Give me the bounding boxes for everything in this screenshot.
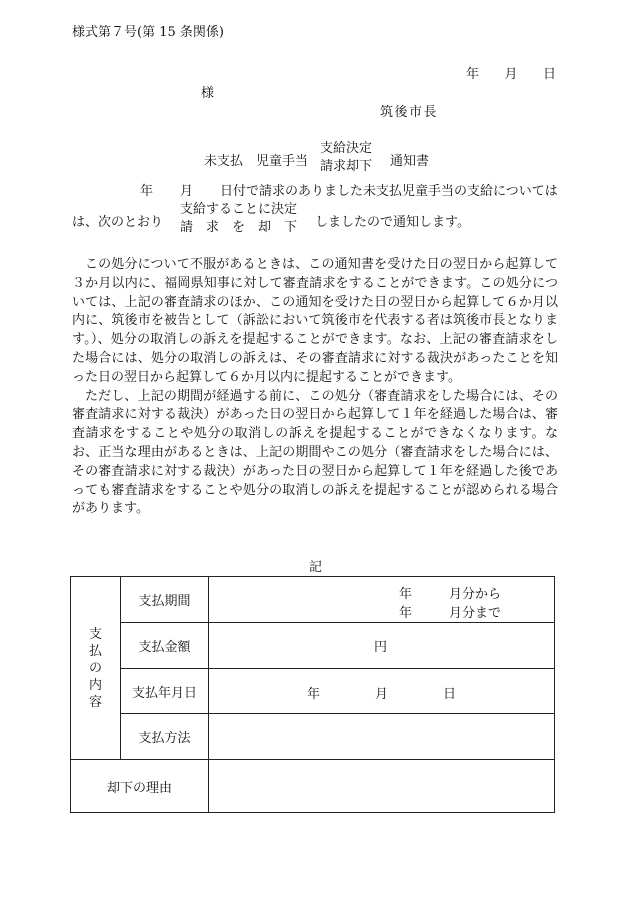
payment-details-table (70, 576, 555, 813)
intro-option-rejection: 請 求 を 却 下 (180, 220, 298, 235)
intro-options (180, 201, 297, 237)
title-suffix: 通知書 (390, 154, 430, 169)
payment-content-group-label (71, 577, 121, 760)
row-payment-method (71, 714, 555, 760)
header-date-year: 年 (466, 67, 480, 82)
period-to-year: 年 (399, 605, 413, 621)
row-payment-date (71, 669, 555, 714)
period-to-month: 月分まで (449, 605, 502, 621)
row-payment-amount (71, 623, 555, 669)
intro-line2-prefix: は、次のとおり (72, 215, 164, 230)
title-option-rejection: 請求却下 (320, 159, 373, 174)
title-prefix: 未支払 児童手当 (204, 154, 309, 169)
rejection-reason-value[interactable] (209, 760, 555, 813)
payment-amount-label: 支払金額 (121, 623, 209, 669)
payment-method-label: 支払方法 (121, 714, 209, 760)
form-number: 様式第７号(第 15 条関係) (72, 25, 224, 40)
payment-date-day: 日 (443, 686, 457, 702)
group-label-char: の (88, 660, 102, 676)
intro-line2-suffix: しましたので通知します。 (315, 215, 470, 230)
intro-month: 月 (180, 184, 194, 199)
intro-year: 年 (140, 184, 154, 199)
payment-amount-unit: 円 (373, 640, 387, 655)
appeal-notice-paragraph-1: この処分について不服があるときは、この通知書を受けた日の翌日から起算して３か月以内に、福岡県知事に対して審査請求をすることができます。この処分については、上記の審査請求のほか、この通知を受けた日の翌日から起算して６か月以内に、筑後市を被告として（訴訟において筑後市を代表する者は筑後市長となります。）、処分の取消しの訴えを提起することができます。なお、上記の審査請求をした場合には、処分の取消しの訴えは、その審査請求に対する裁決があったことを知った日の翌日から起算して６か月以内に提起することができます。 (72, 257, 558, 385)
payment-period-label: 支払期間 (121, 577, 209, 623)
appeal-notice-paragraph-2: ただし、上記の期間が経過する前に、この処分（審査請求をした場合には、その審査請求に対する裁決）があった日の翌日から起算して１年を経過した場合は、審査請求をすることや処分の取消しの訴えを提起することができなくなります。なお、正当な理由があるときは、上記の期間やこの処分（審査請求をした場合には、その審査請求に対する裁決）があった日の翌日から起算して１年を経過した後であっても審査請求をすることや処分の取消しの訴えを提起することが認められる場合があります。 (72, 388, 558, 517)
payment-date-label: 支払年月日 (121, 669, 209, 714)
payment-amount-value[interactable] (209, 623, 555, 669)
intro-option-decision: 支給することに決定 (180, 202, 298, 217)
rejection-reason-label: 却下の理由 (71, 760, 209, 813)
appeal-notice (72, 256, 558, 519)
title-option-decision: 支給決定 (320, 141, 373, 156)
period-from-year: 年 (399, 586, 413, 602)
group-label-char: 内 (88, 677, 102, 693)
payment-method-value[interactable] (209, 714, 555, 760)
title-options (320, 140, 372, 176)
payment-date-value[interactable] (209, 669, 555, 714)
row-rejection-reason (71, 760, 555, 813)
period-from-month: 月分から (449, 586, 502, 602)
header-date-day: 日 (542, 67, 556, 82)
issuer-name: 筑後市長 (380, 105, 439, 120)
intro-line1-text: 日付で請求のありました未支払児童手当の支給については (220, 184, 558, 199)
group-label-char: 払 (88, 643, 102, 659)
group-label-char: 容 (88, 694, 102, 710)
header-date-month: 月 (504, 67, 518, 82)
payment-date-month: 月 (375, 686, 389, 702)
addressee-suffix: 様 (201, 86, 215, 101)
payment-period-value[interactable] (209, 577, 555, 623)
row-payment-period (71, 577, 555, 623)
ki-label: 記 (309, 560, 323, 575)
payment-date-year: 年 (307, 686, 321, 702)
header-date (466, 63, 556, 82)
group-label-char: 支 (88, 626, 102, 642)
